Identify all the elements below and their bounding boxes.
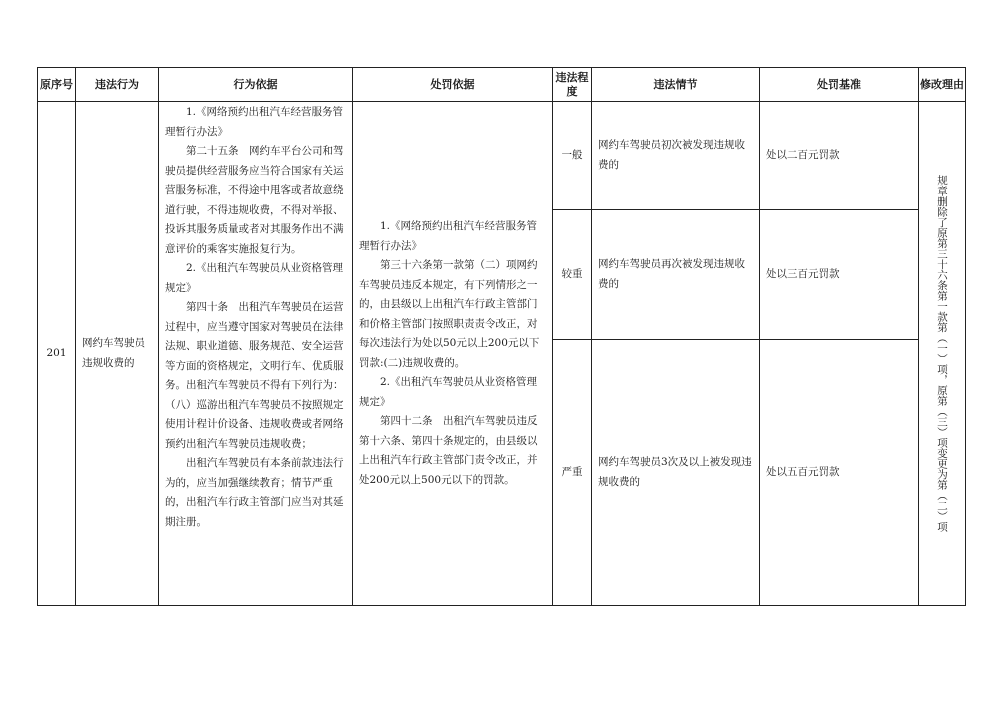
basis-paragraph: 出租汽车驾驶员有本条前款违法行为的，应当加强继续教育；情节严重的，出租汽车行政主管部门应当对其延期注册。 xyxy=(165,457,344,528)
header-behavior: 违法行为 xyxy=(76,68,159,102)
standard-serious: 处以三百元罚款 xyxy=(760,210,919,340)
basis-paragraph: 2.《出租汽车驾驶员从业资格管理规定》 xyxy=(165,262,344,294)
penalty-paragraph: 1.《网络预约出租汽车经营服务管理暂行办法》 xyxy=(359,220,538,252)
reason-text: 规章删除了原第三十六条第一款第（一）项，原第（三）项变更为第（二）项 xyxy=(936,175,948,532)
degree-serious: 较重 xyxy=(553,210,592,340)
circumstance-serious: 网约车驾驶员再次被发现违规收费的 xyxy=(592,210,760,340)
row-seq: 201 xyxy=(38,102,76,606)
circumstance-general: 网约车驾驶员初次被发现违规收费的 xyxy=(592,102,760,210)
header-reason: 修改理由 xyxy=(919,68,966,102)
basis-paragraph: 第四十条 出租汽车驾驶员在运营过程中，应当遵守国家对驾驶员在法律法规、职业道德、服务规范、安全运营等方面的资格规定，文明行车、优质服务。出租汽车驾驶员不得有下列行为：（八）巡游出租汽车驾驶员不按照规定使用计程计价设备、违规收费或者网络预约出租汽车驾驶员违规收费； xyxy=(165,301,344,450)
table-header-row xyxy=(38,68,966,102)
degree-general: 一般 xyxy=(553,102,592,210)
table-row xyxy=(38,102,966,210)
header-degree: 违法程度 xyxy=(553,68,592,102)
standard-general: 处以二百元罚款 xyxy=(760,102,919,210)
header-penalty-basis: 处罚依据 xyxy=(353,68,553,102)
penalty-paragraph: 2.《出租汽车驾驶员从业资格管理规定》 xyxy=(359,376,538,408)
row-behavior: 网约车驾驶员违规收费的 xyxy=(76,102,159,606)
basis-paragraph: 第二十五条 网约车平台公司和驾驶员提供经营服务应当符合国家有关运营服务标准，不得途中甩客或者故意绕道行驶，不得违规收费，不得对举报、投诉其服务质量或者对其服务作出不满意评价的乘客实施报复行为。 xyxy=(165,145,344,255)
basis-paragraph: 1.《网络预约出租汽车经营服务管理暂行办法》 xyxy=(165,106,344,138)
degree-severe: 严重 xyxy=(553,340,592,606)
penalty-paragraph: 第四十二条 出租汽车驾驶员违反第十六条、第四十条规定的，由县级以上出租汽车行政主管部门责令改正，并处200元以上500元以下的罚款。 xyxy=(359,415,538,486)
header-circumstance: 违法情节 xyxy=(592,68,760,102)
header-standard: 处罚基准 xyxy=(760,68,919,102)
row-penalty-basis xyxy=(353,102,553,606)
header-seq: 原序号 xyxy=(38,68,76,102)
penalty-table-container xyxy=(37,67,966,606)
row-reason xyxy=(919,102,966,606)
standard-severe: 处以五百元罚款 xyxy=(760,340,919,606)
penalty-paragraph: 第三十六条第一款第（二）项网约车驾驶员违反本规定，有下列情形之一的，由县级以上出租汽车行政主管部门和价格主管部门按照职责责令改正，对每次违法行为处以50元以上200元以下罚款:(二)违规收费的。 xyxy=(359,259,540,369)
penalty-standard-table xyxy=(37,67,966,606)
circumstance-severe: 网约车驾驶员3次及以上被发现违规收费的 xyxy=(592,340,760,606)
row-basis xyxy=(159,102,353,606)
header-basis: 行为依据 xyxy=(159,68,353,102)
